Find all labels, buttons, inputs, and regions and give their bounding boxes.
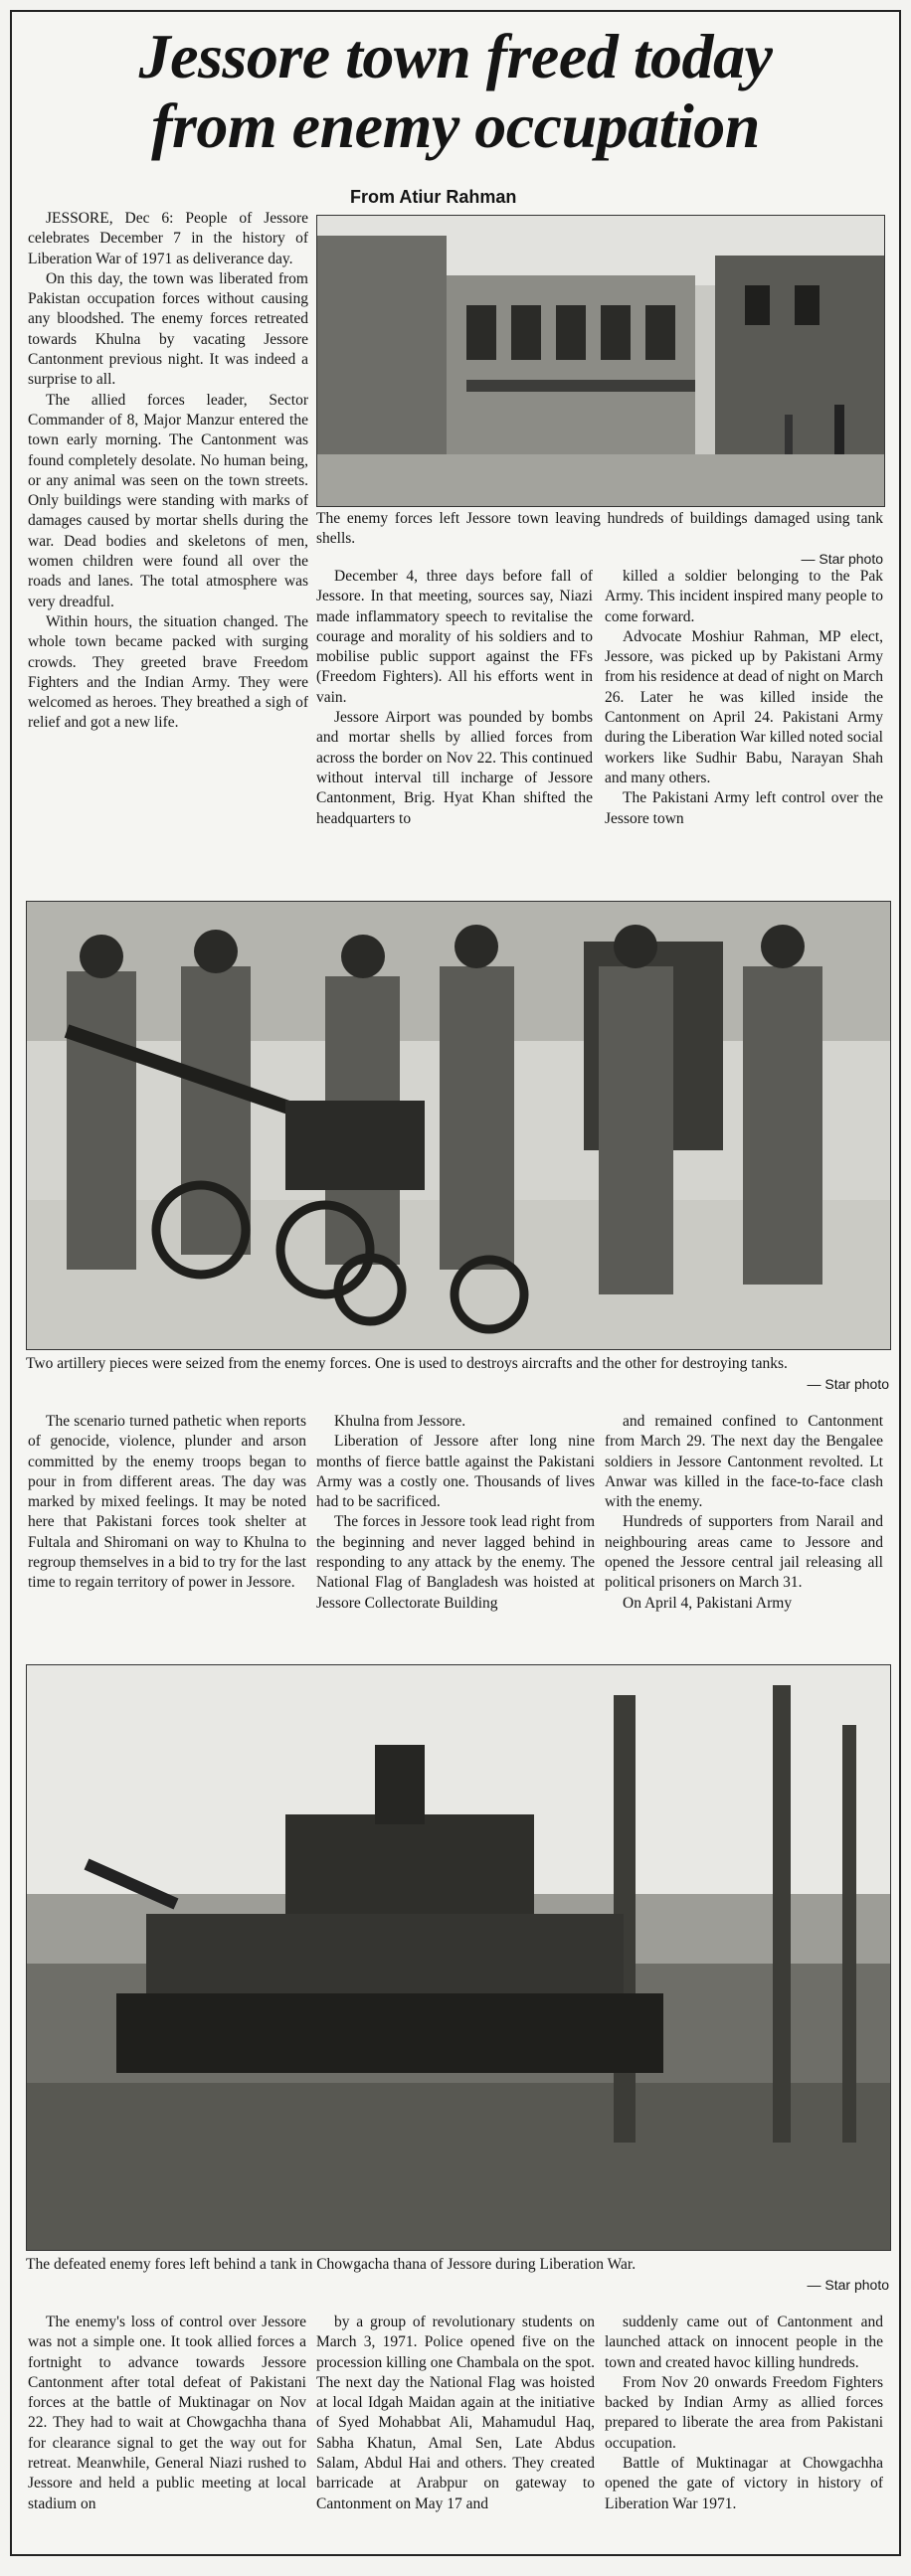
column-c3 (605, 2313, 883, 2551)
caption-text: Two artillery pieces were seized from the enemy forces. One is used to destroys aircrafts and the other for destroying tanks. (26, 1355, 788, 1372)
paragraph: and remained confined to Cantonment from March 29. The next day the Bengalee soldiers in Jessore Cantonment revolted. Lt Anwar was killed in the face-to-face clash with the enemy. (605, 1413, 883, 1511)
column-c1 (28, 2313, 306, 2551)
paragraph: JESSORE, Dec 6: People of Jessore celebrates December 7 in the history of Liberation War of 1971 as deliverance day. (28, 210, 308, 267)
photo-damaged-buildings (316, 215, 885, 507)
byline: From Atiur Rahman (350, 187, 517, 207)
paragraph: From Nov 20 onwards Freedom Fighters backed by Indian Army as allied forces prepared to liberate the area from Pakistani occupation. (605, 2373, 883, 2452)
paragraph: On this day, the town was liberated from Pakistan occupation forces without causing any bloodshed. The enemy forces retreated towards Khulna by vacating Jessore Cantonment previous night. It was indeed a surprise to all. (28, 269, 308, 389)
paragraph: The forces in Jessore took lead right from the beginning and never lagged behind in responding to any attack by the enemy. The National Flag of Bangladesh was hoisted at Jessore Collectorate Building (316, 1513, 595, 1612)
paragraph: Jessore Airport was pounded by bombs and mortar shells by allied forces from across the border on Nov 22. This continued without interval till incharge of Jessore Cantonment, Brig. Hyat Khan shifted the headquarters to (316, 709, 593, 827)
abandoned-tank-image (27, 1665, 890, 2250)
paragraph: December 4, three days before fall of Jessore. In that meeting, sources say, Niazi made inflammatory speech to revitalise the courage and morality of his soldiers and to mobilise public support against the FFs (Freedom Fighters). All his efforts went in vain. (316, 568, 593, 706)
paragraph: by a group of revolutionary students on March 3, 1971. Police opened five on the procession killing one Chambala on the spot. The next day the National Flag was hoisted at local Idgah Maidan again at the initiative of Syed Mohabbat Ali, Mahamudul Haq, Sabha Khatun, Amal Sen, Late Abdus Salam, Abdul Hai and others. They created barricade at Arabpur on gateway to Cantonment on May 17 and (316, 2314, 595, 2512)
photo-seized-artillery (26, 901, 891, 1350)
paragraph: The Pakistani Army left control over the Jessore town (605, 789, 883, 827)
seized-artillery-image (27, 902, 890, 1349)
caption-text: The enemy forces left Jessore town leaving hundreds of buildings damaged using tank shells. (316, 510, 883, 547)
caption-text: The defeated enemy fores left behind a tank in Chowgacha thana of Jessore during Liberation War. (26, 2256, 637, 2273)
paragraph: Advocate Moshiur Rahman, MP elect, Jessore, was picked up by Pakistani Army from his residence at dead of night on March 26. Later he was killed inside the Cantonment on April 24. Pakistani Army during the Liberation War killed noted social workers like Sudhir Babu, Narayan Shah and many others. (605, 627, 883, 786)
paragraph: The scenario turned pathetic when reports of genocide, violence, plunder and arson committed by the enemy troops began to pour in from different areas. The day was marked by mixed feelings. It may be noted here that Pakistani forces took shelter at Fultala and Shiromani on way to Khulna to regroup themselves in a bid to try for the last time to regain territory of power in Jessore. (28, 1413, 306, 1592)
column-a3 (605, 567, 883, 895)
paragraph: killed a soldier belonging to the Pak Army. This incident inspired many people to come forward. (605, 568, 883, 625)
caption-bottom-photo (26, 2255, 889, 2295)
headline-line-1: Jessore town freed today (138, 21, 773, 91)
paragraph: Battle of Muktinagar at Chowgachha opened the gate of victory in history of Liberation War 1971. (605, 2455, 883, 2512)
newspaper-page (10, 10, 901, 2556)
column-b2 (316, 1412, 595, 1658)
paragraph: Khulna from Jessore. (334, 1413, 466, 1430)
paragraph: On April 4, Pakistani Army (623, 1594, 793, 1612)
column-a2 (316, 567, 593, 895)
photo-abandoned-tank (26, 1664, 891, 2251)
caption-middle-photo (26, 1354, 889, 1394)
photo-credit: — Star photo (807, 2277, 889, 2293)
paragraph: suddenly came out of Cantonment and launched attack on innocent people in the town and created havoc killing hundreds. (605, 2314, 883, 2371)
headline (30, 22, 881, 161)
photo-credit: — Star photo (807, 1376, 889, 1392)
column-b3 (605, 1412, 883, 1658)
paragraph: The enemy's loss of control over Jessore was not a simple one. It took allied forces a fortnight to advance towards Jessore Cantonment after total defeat of Pakistani forces at the battle of Muktinagar on Nov 22. They had to wait at Chowgachha thana for clearance signal to get the way out for retreat. Meanwhile, General Niazi rushed to Jessore and held a public meeting at local stadium on (28, 2314, 306, 2512)
column-b1 (28, 1412, 306, 1658)
paragraph: Liberation of Jessore after long nine months of fierce battle against the Pakistani Army was a costly one. Thousands of lives had to be sacrificed. (316, 1433, 595, 1511)
column-a1 (28, 209, 308, 895)
damaged-buildings-image (317, 216, 884, 506)
column-c2 (316, 2313, 595, 2551)
caption-top-photo (316, 509, 883, 569)
paragraph: The allied forces leader, Sector Commander of 8, Major Manzur entered the town early morning. The Cantonment was found completely desolate. No human being, or any animal was seen on the town streets. Only buildings were standing with marks of damages caused by mortar shells during the war. Dead bodies and skeletons of men, women children were found all over the roads and lanes. The total atmosphere was very dreadful. (28, 391, 308, 610)
paragraph: Hundreds of supporters from Narail and neighbouring areas came to Jessore and opened the Jessore central jail releasing all political prisoners on March 31. (605, 1513, 883, 1592)
photo-credit: — Star photo (801, 551, 883, 567)
paragraph: Within hours, the situation changed. The whole town became packed with surging crowds. They greeted brave Freedom Fighters and the Indian Army. They were welcomed as heroes. They breathed a sigh of relief and got a new life. (28, 612, 308, 732)
headline-line-2: from enemy occupation (151, 90, 760, 161)
